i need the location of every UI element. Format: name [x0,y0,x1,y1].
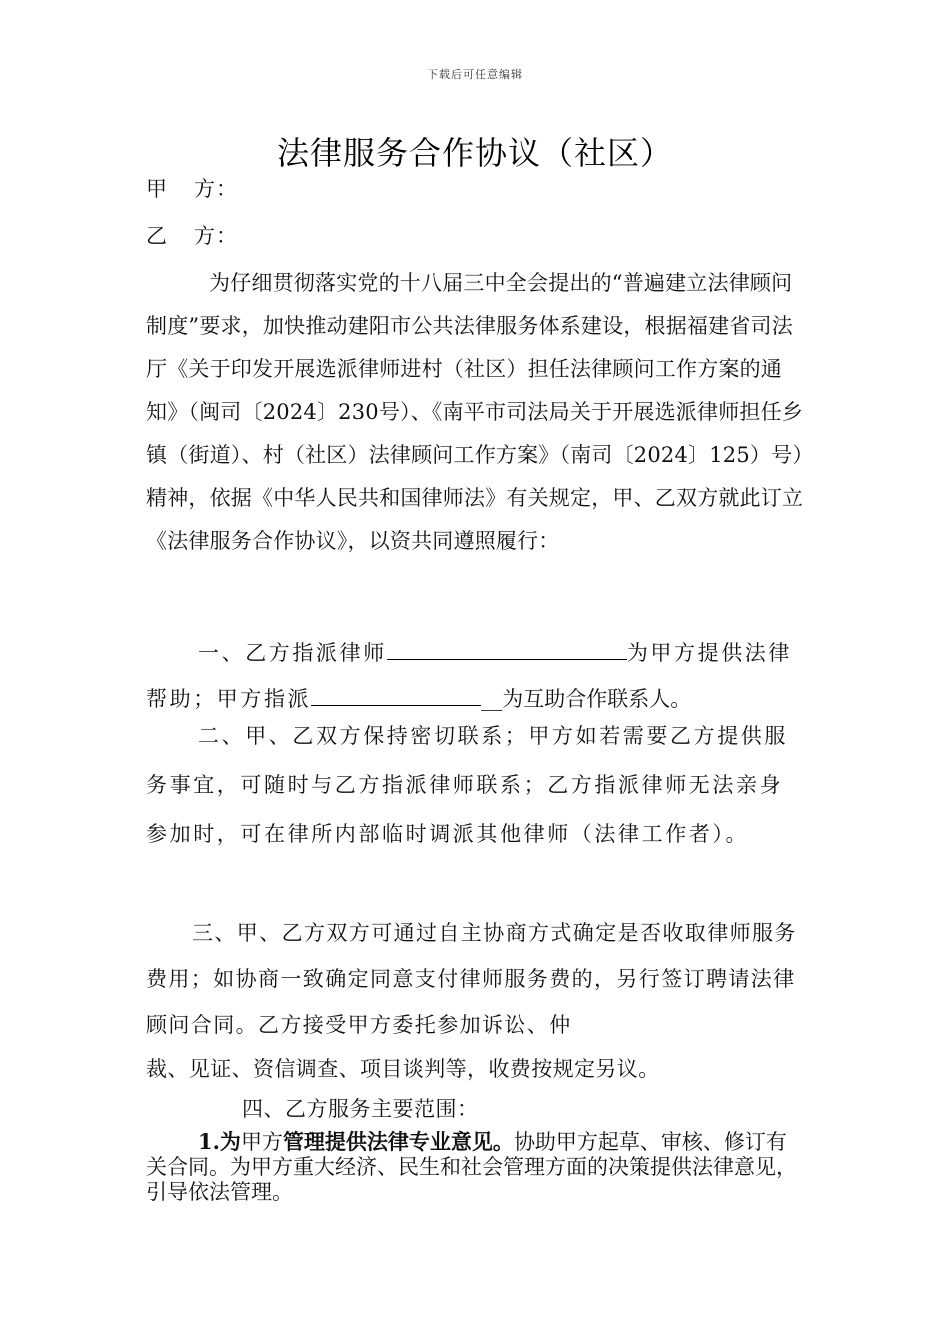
clause-1-paragraph [146,630,806,722]
clause-3-paragraph [146,910,806,1048]
item-1-number: 1.为 [198,1129,241,1154]
item-1-subject: 甲方 [240,1130,283,1154]
lawyer-name-blank[interactable] [387,639,627,660]
party-a-label-char: 甲 [146,177,168,201]
party-b-label-suffix: 方： [194,224,238,248]
clause-1-text-a: 一、乙方指派律师 [198,641,387,665]
item-1-body: 协助甲方起草、审核、修订有关合同。为甲方重大经济、民生和社会管理方面的决策提供法律意见，引导依法管理。 [146,1130,797,1204]
clause-1-text-c: __为互助合作联系人。 [481,687,692,711]
section-4-item-1 [146,1129,806,1205]
document-title: 法律服务合作协议（社区） [276,134,673,172]
party-a-label-suffix: 方： [194,177,238,201]
party-b-line [146,220,238,250]
section-4-heading: 四、乙方服务主要范围： [242,1097,479,1121]
clause-3-text: 三、甲、乙方双方可通过自主协商方式确定是否收取律师服务费用；如协商一致确定同意支付律师服务费的，另行签订聘请法律顾问合同。 [146,921,797,1037]
clause-3-tail-a: 乙方接受甲方委托参加诉讼、仲 [258,1013,572,1037]
clause-3-tail-line: 裁、见证、资信调查、项目谈判等，收费按规定另议。 [146,1057,660,1081]
item-1-heading: 管理提供法律专业意见。 [282,1129,514,1154]
clause-2-paragraph: 二、甲、乙双方保持密切联系；甲方如若需要乙方提供服务事宜，可随时与乙方指派律师联系；乙方指派律师无法亲身参加时，可在律所内部临时调派其他律师（法律工作者）。 [146,724,788,846]
header-note: 下载后可任意编辑 [427,68,523,81]
party-b-label-char: 乙 [146,224,168,248]
clause-1-text-b: 为甲方提供法律帮助；甲方指派 [146,641,793,711]
party-a-line [146,173,238,203]
contact-person-blank[interactable] [311,685,481,706]
preamble-paragraph: 为仔细贯彻落实党的十八届三中全会提出的“普遍建立法律顾问制度”要求，加快推动建阳市公共法律服务体系建设，根据福建省司法厅《关于印发开展选派律师进村（社区）担任法律顾问工作方案的通知》（闽司〔2024〕230号）、《南平市司法局关于开展选派律师担任乡镇（街道）、村（社区）法律顾问工作方案》（南司〔2024〕125）号）精神，依据《中华人民共和国律师法》有关规定，甲、乙双方就此订立《法律服务合作协议》，以资共同遵照履行： [146,271,804,553]
